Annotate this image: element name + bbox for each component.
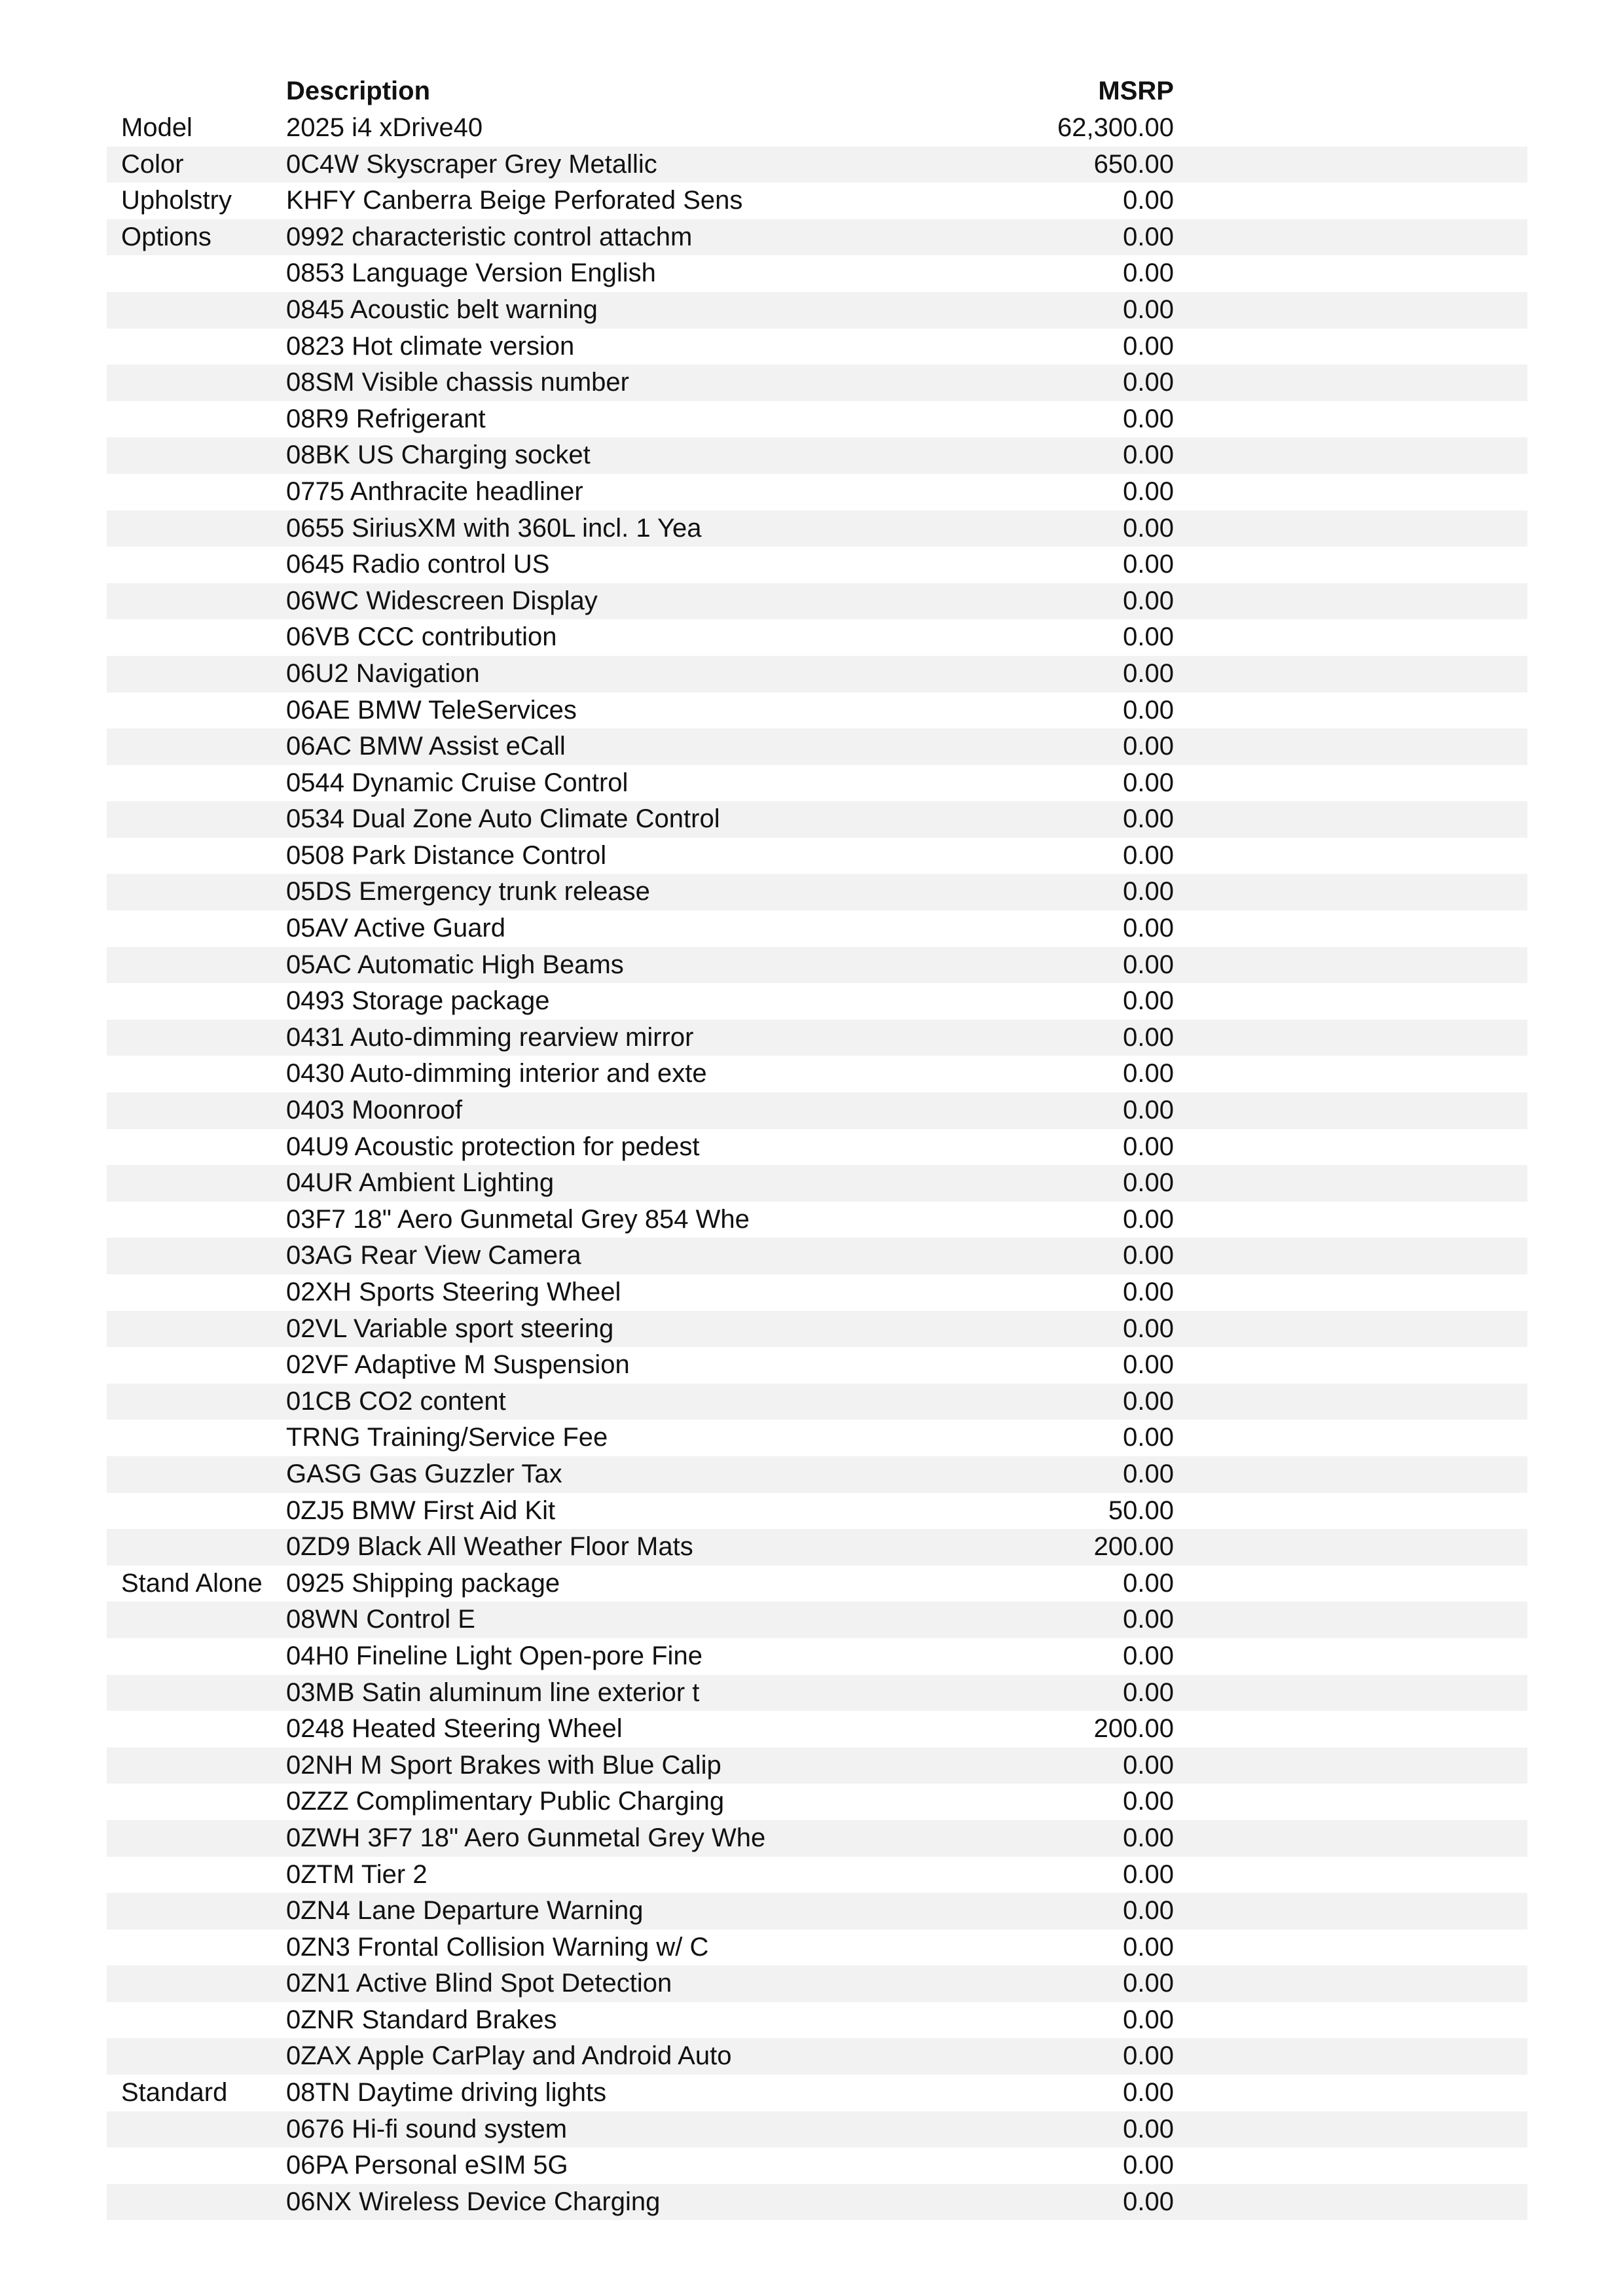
row-msrp: 0.00	[1123, 1641, 1174, 1670]
row-description: 2025 i4 xDrive40	[286, 113, 483, 142]
price-sheet	[107, 73, 1527, 2220]
table-row	[107, 110, 1527, 147]
row-description: 0ZZZ Complimentary Public Charging	[286, 1787, 725, 1816]
table-row	[107, 1020, 1527, 1056]
table-row	[107, 1675, 1527, 1712]
table-row	[107, 1602, 1527, 1638]
row-description: 06AE BMW TeleServices	[286, 695, 577, 725]
row-msrp: 650.00	[1093, 149, 1174, 179]
row-msrp: 0.00	[1123, 331, 1174, 361]
row-description: 0431 Auto-dimming rearview mirror	[286, 1022, 694, 1052]
table-row	[107, 474, 1527, 511]
table-row	[107, 2111, 1527, 2148]
table-row	[107, 874, 1527, 910]
row-msrp: 0.00	[1123, 950, 1174, 979]
row-category: Stand Alone	[121, 1568, 263, 1598]
table-row	[107, 329, 1527, 365]
row-msrp: 0.00	[1123, 1787, 1174, 1816]
table-row	[107, 983, 1527, 1020]
row-msrp: 0.00	[1123, 186, 1174, 215]
row-description: 0ZNR Standard Brakes	[286, 2005, 557, 2034]
row-msrp: 0.00	[1123, 404, 1174, 433]
row-description: 0493 Storage package	[286, 986, 550, 1016]
row-msrp: 0.00	[1123, 732, 1174, 761]
row-msrp: 0.00	[1123, 1386, 1174, 1416]
table-row	[107, 1711, 1527, 1748]
row-msrp: 0.00	[1123, 2005, 1174, 2034]
row-description: 0992 characteristic control attachm	[286, 222, 693, 251]
table-row	[107, 1202, 1527, 1238]
table-row	[107, 1529, 1527, 1566]
row-msrp: 0.00	[1123, 1278, 1174, 1306]
table-row	[107, 1566, 1527, 1602]
table-row	[107, 1165, 1527, 1202]
row-description: 04U9 Acoustic protection for pedest	[286, 1132, 700, 1161]
row-description: 08R9 Refrigerant	[286, 404, 486, 433]
table-row	[107, 1929, 1527, 1966]
row-msrp: 0.00	[1123, 2114, 1174, 2144]
row-msrp: 0.00	[1123, 2041, 1174, 2071]
table-row	[107, 292, 1527, 329]
table-row	[107, 1493, 1527, 1530]
table-row	[107, 547, 1527, 583]
table-row	[107, 1965, 1527, 2002]
row-description: 02VL Variable sport steering	[286, 1314, 614, 1343]
description-header: Description	[286, 77, 431, 105]
table-row	[107, 147, 1527, 183]
row-category: Options	[121, 222, 211, 251]
row-msrp: 0.00	[1123, 1059, 1174, 1088]
row-category: Color	[121, 149, 184, 179]
row-description: 05AV Active Guard	[286, 914, 505, 943]
table-row	[107, 1456, 1527, 1493]
table-header	[107, 73, 1527, 110]
row-description: 03MB Satin aluminum line exterior t	[286, 1677, 700, 1707]
row-msrp: 200.00	[1093, 1714, 1174, 1744]
row-description: 0508 Park Distance Control	[286, 840, 607, 870]
row-msrp: 0.00	[1123, 1932, 1174, 1962]
row-msrp: 0.00	[1123, 877, 1174, 906]
table-row	[107, 1129, 1527, 1166]
row-msrp: 0.00	[1123, 1241, 1174, 1270]
row-description: 0845 Acoustic belt warning	[286, 295, 598, 324]
row-msrp: 0.00	[1123, 368, 1174, 397]
table-row	[107, 1311, 1527, 1348]
row-description: 0925 Shipping package	[286, 1568, 560, 1598]
row-description: 01CB CO2 content	[286, 1386, 506, 1416]
table-row	[107, 910, 1527, 947]
row-description: KHFY Canberra Beige Perforated Sens	[286, 186, 743, 215]
row-description: 03F7 18" Aero Gunmetal Grey 854 Whe	[286, 1204, 750, 1234]
row-msrp: 0.00	[1123, 768, 1174, 797]
row-description: 06NX Wireless Device Charging	[286, 2187, 661, 2216]
table-row	[107, 1056, 1527, 1092]
table-row	[107, 2147, 1527, 2184]
row-description: 05DS Emergency trunk release	[286, 877, 650, 906]
row-description: 02VF Adaptive M Suspension	[286, 1350, 630, 1380]
row-msrp: 0.00	[1123, 2187, 1174, 2216]
row-msrp: 0.00	[1123, 1096, 1174, 1125]
row-description: 03AG Rear View Camera	[286, 1241, 581, 1270]
row-description: 08SM Visible chassis number	[286, 368, 629, 397]
row-description: 0853 Language Version English	[286, 259, 656, 288]
table-row	[107, 2002, 1527, 2039]
table-row	[107, 765, 1527, 802]
row-msrp: 0.00	[1123, 695, 1174, 725]
row-msrp: 0.00	[1123, 1677, 1174, 1707]
row-description: 0430 Auto-dimming interior and exte	[286, 1059, 707, 1088]
row-description: 0ZN1 Active Blind Spot Detection	[286, 1969, 672, 1998]
row-description: 06U2 Navigation	[286, 658, 480, 688]
row-description: 0ZN3 Frontal Collision Warning w/ C	[286, 1932, 709, 1962]
row-msrp: 0.00	[1123, 1459, 1174, 1488]
row-description: 04UR Ambient Lighting	[286, 1168, 555, 1198]
row-msrp: 50.00	[1108, 1496, 1174, 1525]
row-msrp: 0.00	[1123, 840, 1174, 870]
row-description: 02XH Sports Steering Wheel	[286, 1278, 621, 1306]
table-row	[107, 728, 1527, 765]
row-msrp: 0.00	[1123, 1204, 1174, 1234]
row-description: 0676 Hi-fi sound system	[286, 2114, 568, 2144]
row-description: 08WN Control E	[286, 1605, 475, 1634]
row-msrp: 0.00	[1123, 1859, 1174, 1889]
row-msrp: 0.00	[1123, 1350, 1174, 1380]
table-body	[107, 110, 1527, 2220]
row-msrp: 0.00	[1123, 476, 1174, 506]
row-description: 0775 Anthracite headliner	[286, 476, 583, 506]
row-msrp: 0.00	[1123, 1314, 1174, 1343]
row-description: 02NH M Sport Brakes with Blue Calip	[286, 1750, 721, 1780]
table-row	[107, 1238, 1527, 1274]
row-msrp: 0.00	[1123, 2078, 1174, 2108]
row-msrp: 0.00	[1123, 1750, 1174, 1780]
row-description: 08BK US Charging socket	[286, 440, 591, 470]
table-row	[107, 437, 1527, 474]
table-row	[107, 1347, 1527, 1384]
row-msrp: 62,300.00	[1057, 113, 1174, 142]
row-msrp: 0.00	[1123, 586, 1174, 615]
table-row	[107, 1638, 1527, 1675]
table-row	[107, 583, 1527, 620]
table-row	[107, 1893, 1527, 1929]
row-description: 06VB CCC contribution	[286, 622, 557, 652]
row-description: 0ZJ5 BMW First Aid Kit	[286, 1496, 556, 1525]
table-row	[107, 1384, 1527, 1420]
row-category: Upholstry	[121, 186, 232, 215]
row-msrp: 0.00	[1123, 986, 1174, 1016]
table-row	[107, 619, 1527, 656]
row-description: 0823 Hot climate version	[286, 331, 575, 361]
row-msrp: 0.00	[1123, 1132, 1174, 1161]
row-description: 0ZTM Tier 2	[286, 1859, 428, 1889]
row-msrp: 0.00	[1123, 1168, 1174, 1198]
table-row	[107, 692, 1527, 729]
row-description: 0534 Dual Zone Auto Climate Control	[286, 804, 720, 834]
row-description: 0248 Heated Steering Wheel	[286, 1714, 623, 1744]
row-msrp: 0.00	[1123, 1022, 1174, 1052]
table-row	[107, 1274, 1527, 1311]
row-description: 08TN Daytime driving lights	[286, 2078, 607, 2108]
row-description: 04H0 Fineline Light Open-pore Fine	[286, 1641, 702, 1670]
row-msrp: 0.00	[1123, 295, 1174, 324]
table-row	[107, 1748, 1527, 1784]
table-row	[107, 2075, 1527, 2111]
row-msrp: 0.00	[1123, 804, 1174, 834]
row-msrp: 0.00	[1123, 1423, 1174, 1452]
row-msrp: 200.00	[1093, 1532, 1174, 1562]
row-msrp: 0.00	[1123, 2151, 1174, 2180]
row-description: 0C4W Skyscraper Grey Metallic	[286, 149, 657, 179]
row-description: 0ZAX Apple CarPlay and Android Auto	[286, 2041, 732, 2071]
table-row	[107, 401, 1527, 438]
row-msrp: 0.00	[1123, 1605, 1174, 1634]
row-msrp: 0.00	[1123, 1969, 1174, 1998]
row-description: TRNG Training/Service Fee	[286, 1423, 608, 1452]
row-description: 0ZD9 Black All Weather Floor Mats	[286, 1532, 693, 1562]
table-row	[107, 801, 1527, 838]
table-row	[107, 1857, 1527, 1893]
row-description: 0403 Moonroof	[286, 1096, 463, 1125]
row-category: Model	[121, 113, 192, 142]
msrp-header: MSRP	[1098, 77, 1174, 105]
row-description: 0544 Dynamic Cruise Control	[286, 768, 629, 797]
table-row	[107, 1820, 1527, 1857]
row-msrp: 0.00	[1123, 1896, 1174, 1926]
row-msrp: 0.00	[1123, 914, 1174, 943]
row-description: 0655 SiriusXM with 360L incl. 1 Yea	[286, 513, 702, 543]
row-description: 0ZN4 Lane Departure Warning	[286, 1896, 644, 1926]
table-row	[107, 1092, 1527, 1129]
row-msrp: 0.00	[1123, 658, 1174, 688]
table-row	[107, 1420, 1527, 1456]
row-msrp: 0.00	[1123, 1823, 1174, 1852]
table-row	[107, 255, 1527, 292]
row-description: 0ZWH 3F7 18" Aero Gunmetal Grey Whe	[286, 1823, 766, 1852]
row-msrp: 0.00	[1123, 259, 1174, 288]
table-row	[107, 511, 1527, 547]
row-description: 06AC BMW Assist eCall	[286, 732, 566, 761]
row-description: 0645 Radio control US	[286, 550, 550, 579]
row-description: 06PA Personal eSIM 5G	[286, 2151, 568, 2180]
table-row	[107, 2038, 1527, 2075]
table-row	[107, 219, 1527, 256]
table-row	[107, 183, 1527, 219]
row-msrp: 0.00	[1123, 440, 1174, 470]
row-category: Standard	[121, 2078, 228, 2108]
row-description: GASG Gas Guzzler Tax	[286, 1459, 562, 1488]
row-msrp: 0.00	[1123, 513, 1174, 543]
table-row	[107, 2184, 1527, 2221]
row-description: 06WC Widescreen Display	[286, 586, 598, 615]
table-row	[107, 656, 1527, 692]
row-msrp: 0.00	[1123, 222, 1174, 251]
table-row	[107, 947, 1527, 984]
row-msrp: 0.00	[1123, 1568, 1174, 1598]
table-row	[107, 1784, 1527, 1820]
row-msrp: 0.00	[1123, 550, 1174, 579]
table-row	[107, 838, 1527, 874]
row-msrp: 0.00	[1123, 622, 1174, 652]
row-description: 05AC Automatic High Beams	[286, 950, 624, 979]
table-row	[107, 365, 1527, 401]
